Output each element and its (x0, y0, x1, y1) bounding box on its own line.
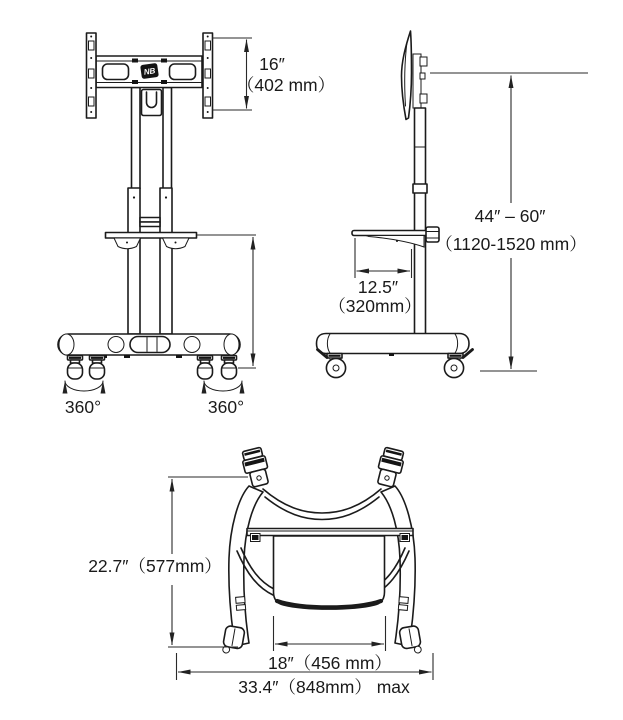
brand-logo-text: NB (143, 66, 156, 77)
label-shelf-depth-mm: （320mm） (328, 296, 422, 316)
brand-logo (140, 63, 159, 79)
media-shelf-bottom (274, 536, 385, 609)
label-height-range-in: 44″ – 60″ (474, 206, 546, 226)
top-tube-arc (263, 489, 381, 520)
front-view (58, 33, 335, 417)
label-max-width: 33.4″（848mm） max (238, 677, 410, 697)
bottom-caster-left (222, 625, 245, 655)
dim-bracket-height (212, 38, 335, 110)
dim-shelf-depth (328, 238, 421, 316)
label-rotation-right: 360° (207, 397, 245, 417)
base-front (58, 334, 240, 358)
tv-bracket-rail-left (87, 33, 97, 118)
label-bracket-height-in: 16″ (259, 54, 285, 74)
cable-hook (142, 90, 162, 116)
side-caster-right (444, 350, 472, 378)
tv-bracket-rail-right (203, 33, 213, 118)
dim-shelf-width (268, 616, 392, 673)
mount-bracket-side (413, 54, 427, 108)
front-casters (68, 356, 237, 380)
leg-right (381, 486, 415, 646)
base-side (317, 334, 470, 357)
label-shelf-depth-in: 12.5″ (357, 277, 399, 297)
tv-panel-side (402, 31, 412, 120)
top-caster-right (374, 447, 405, 488)
side-caster-left (318, 350, 346, 378)
leg-left (229, 486, 263, 646)
dim-frame-depth (88, 477, 248, 647)
label-bracket-height-mm: （402 mm） (236, 75, 336, 95)
media-shelf-front (106, 233, 197, 249)
bottom-view (88, 447, 433, 697)
rotation-arrow-left-icon (65, 381, 103, 391)
lift-column (128, 88, 172, 335)
label-frame-depth: 22.7″（577mm） (88, 556, 222, 576)
caster-rotation-arrows (65, 381, 242, 391)
dim-height-range (430, 73, 588, 371)
rotation-arrow-right-icon (204, 381, 242, 391)
top-caster-left (240, 447, 271, 488)
label-height-range-mm: （1120-1520 mm） (435, 234, 587, 254)
side-view (317, 31, 589, 378)
label-rotation-left: 360° (64, 397, 102, 417)
label-shelf-width: 18″（456 mm） (268, 653, 392, 673)
bottom-caster-right (399, 625, 422, 655)
